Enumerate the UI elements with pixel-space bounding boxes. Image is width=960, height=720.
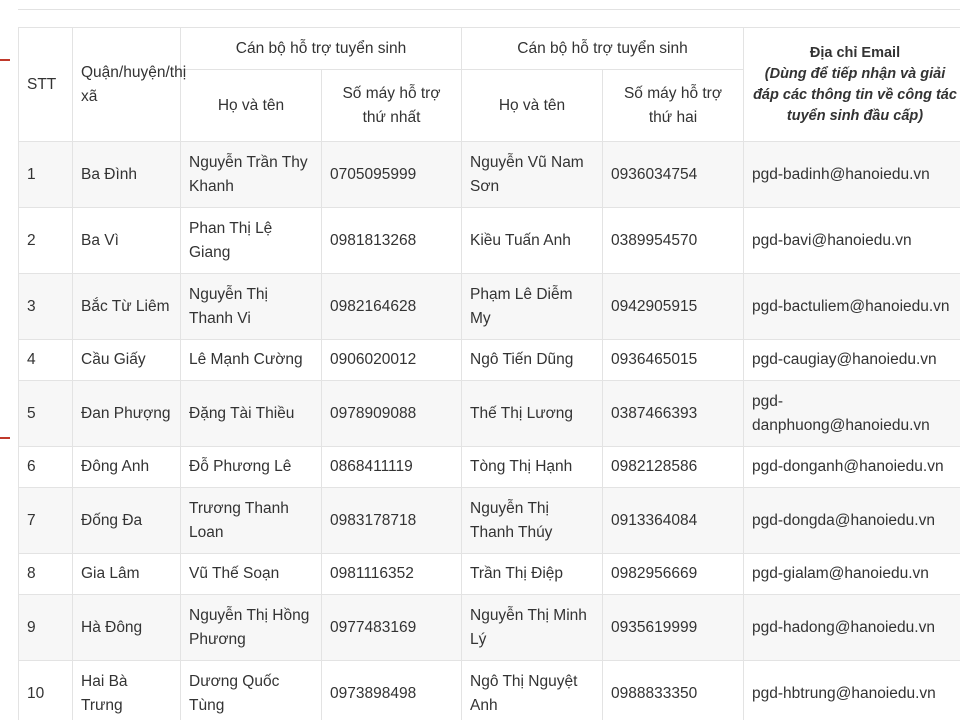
cell-email: pgd-hbtrung@hanoiedu.vn bbox=[744, 661, 960, 720]
cell-phone-second: 0942905915 bbox=[603, 274, 744, 340]
cell-name-second: Thế Thị Lương bbox=[462, 381, 603, 447]
cell-stt: 5 bbox=[19, 381, 73, 447]
cell-district: Cầu Giấy bbox=[73, 340, 181, 381]
cell-stt: 7 bbox=[19, 488, 73, 554]
table-row bbox=[19, 488, 960, 554]
edge-accent-mark bbox=[0, 437, 10, 439]
cell-phone-second: 0982956669 bbox=[603, 554, 744, 595]
cell-district: Gia Lâm bbox=[73, 554, 181, 595]
cell-district: Ba Đình bbox=[73, 142, 181, 208]
header-phone-second: Số máy hỗ trợ thứ hai bbox=[603, 70, 744, 142]
cell-name-first: Phan Thị Lệ Giang bbox=[181, 208, 322, 274]
table-row bbox=[19, 661, 960, 720]
cell-phone-first: 0906020012 bbox=[322, 340, 462, 381]
cell-stt: 3 bbox=[19, 274, 73, 340]
cell-name-first: Đặng Tài Thiều bbox=[181, 381, 322, 447]
header-district: Quận/huyện/thị xã bbox=[73, 28, 181, 142]
cell-email: pgd-gialam@hanoiedu.vn bbox=[744, 554, 960, 595]
cell-name-second: Ngô Thị Nguyệt Anh bbox=[462, 661, 603, 720]
cell-phone-second: 0389954570 bbox=[603, 208, 744, 274]
table-row bbox=[19, 142, 960, 208]
cell-name-first: Lê Mạnh Cường bbox=[181, 340, 322, 381]
table-body bbox=[19, 142, 960, 720]
cell-district: Đan Phượng bbox=[73, 381, 181, 447]
cell-email: pgd-badinh@hanoiedu.vn bbox=[744, 142, 960, 208]
cell-phone-first: 0705095999 bbox=[322, 142, 462, 208]
cell-phone-second: 0988833350 bbox=[603, 661, 744, 720]
admissions-support-table bbox=[18, 27, 960, 720]
cell-name-second: Trần Thị Điệp bbox=[462, 554, 603, 595]
cell-phone-second: 0935619999 bbox=[603, 595, 744, 661]
cell-stt: 6 bbox=[19, 447, 73, 488]
cell-phone-second: 0913364084 bbox=[603, 488, 744, 554]
cell-name-second: Tòng Thị Hạnh bbox=[462, 447, 603, 488]
cell-phone-first: 0973898498 bbox=[322, 661, 462, 720]
header-email-title: Địa chỉ Email bbox=[809, 44, 901, 61]
cell-stt: 1 bbox=[19, 142, 73, 208]
cell-district: Ba Vì bbox=[73, 208, 181, 274]
table-row bbox=[19, 554, 960, 595]
cell-phone-second: 0936465015 bbox=[603, 340, 744, 381]
header-group-first: Cán bộ hỗ trợ tuyển sinh bbox=[181, 28, 462, 70]
cell-name-second: Phạm Lê Diễm My bbox=[462, 274, 603, 340]
cell-phone-first: 0981813268 bbox=[322, 208, 462, 274]
cell-name-second: Nguyễn Thị Minh Lý bbox=[462, 595, 603, 661]
edge-accent-mark bbox=[0, 59, 10, 61]
table-row bbox=[19, 208, 960, 274]
table-header bbox=[19, 28, 960, 142]
cell-email: pgd-caugiay@hanoiedu.vn bbox=[744, 340, 960, 381]
cell-district: Hai Bà Trưng bbox=[73, 661, 181, 720]
cell-name-second: Ngô Tiến Dũng bbox=[462, 340, 603, 381]
table-row bbox=[19, 340, 960, 381]
header-email-note: (Dùng để tiếp nhận và giải đáp các thông tin về công tác tuyển sinh đầu cấp) bbox=[753, 65, 957, 124]
cell-district: Đống Đa bbox=[73, 488, 181, 554]
header-email bbox=[744, 28, 960, 142]
cell-name-first: Vũ Thế Soạn bbox=[181, 554, 322, 595]
table-row bbox=[19, 447, 960, 488]
cell-email: pgd-bavi@hanoiedu.vn bbox=[744, 208, 960, 274]
table-row bbox=[19, 381, 960, 447]
header-group-second: Cán bộ hỗ trợ tuyển sinh bbox=[462, 28, 744, 70]
header-stt: STT bbox=[19, 28, 73, 142]
cell-email: pgd-donganh@hanoiedu.vn bbox=[744, 447, 960, 488]
cell-name-second: Kiều Tuấn Anh bbox=[462, 208, 603, 274]
cell-email: pgd-dongda@hanoiedu.vn bbox=[744, 488, 960, 554]
cell-phone-second: 0982128586 bbox=[603, 447, 744, 488]
table-row bbox=[19, 595, 960, 661]
cell-name-first: Nguyễn Thị Thanh Vi bbox=[181, 274, 322, 340]
cell-name-first: Nguyễn Thị Hồng Phương bbox=[181, 595, 322, 661]
top-divider bbox=[18, 9, 960, 10]
cell-phone-second: 0387466393 bbox=[603, 381, 744, 447]
cell-stt: 4 bbox=[19, 340, 73, 381]
cell-email: pgd-bactuliem@hanoiedu.vn bbox=[744, 274, 960, 340]
cell-name-first: Dương Quốc Tùng bbox=[181, 661, 322, 720]
cell-phone-first: 0868411119 bbox=[322, 447, 462, 488]
cell-name-first: Đỗ Phương Lê bbox=[181, 447, 322, 488]
cell-district: Đông Anh bbox=[73, 447, 181, 488]
cell-district: Hà Đông bbox=[73, 595, 181, 661]
cell-phone-first: 0981116352 bbox=[322, 554, 462, 595]
cell-stt: 9 bbox=[19, 595, 73, 661]
cell-name-second: Nguyễn Thị Thanh Thúy bbox=[462, 488, 603, 554]
cell-stt: 8 bbox=[19, 554, 73, 595]
header-name-first: Họ và tên bbox=[181, 70, 322, 142]
cell-district: Bắc Từ Liêm bbox=[73, 274, 181, 340]
header-name-second: Họ và tên bbox=[462, 70, 603, 142]
cell-phone-first: 0977483169 bbox=[322, 595, 462, 661]
header-phone-first: Số máy hỗ trợ thứ nhất bbox=[322, 70, 462, 142]
cell-name-first: Trương Thanh Loan bbox=[181, 488, 322, 554]
cell-phone-second: 0936034754 bbox=[603, 142, 744, 208]
cell-phone-first: 0982164628 bbox=[322, 274, 462, 340]
cell-name-second: Nguyễn Vũ Nam Sơn bbox=[462, 142, 603, 208]
cell-phone-first: 0983178718 bbox=[322, 488, 462, 554]
cell-phone-first: 0978909088 bbox=[322, 381, 462, 447]
table-row bbox=[19, 274, 960, 340]
cell-stt: 10 bbox=[19, 661, 73, 720]
cell-name-first: Nguyễn Trần Thy Khanh bbox=[181, 142, 322, 208]
cell-email: pgd-hadong@hanoiedu.vn bbox=[744, 595, 960, 661]
cell-email: pgd-danphuong@hanoiedu.vn bbox=[744, 381, 960, 447]
cell-stt: 2 bbox=[19, 208, 73, 274]
